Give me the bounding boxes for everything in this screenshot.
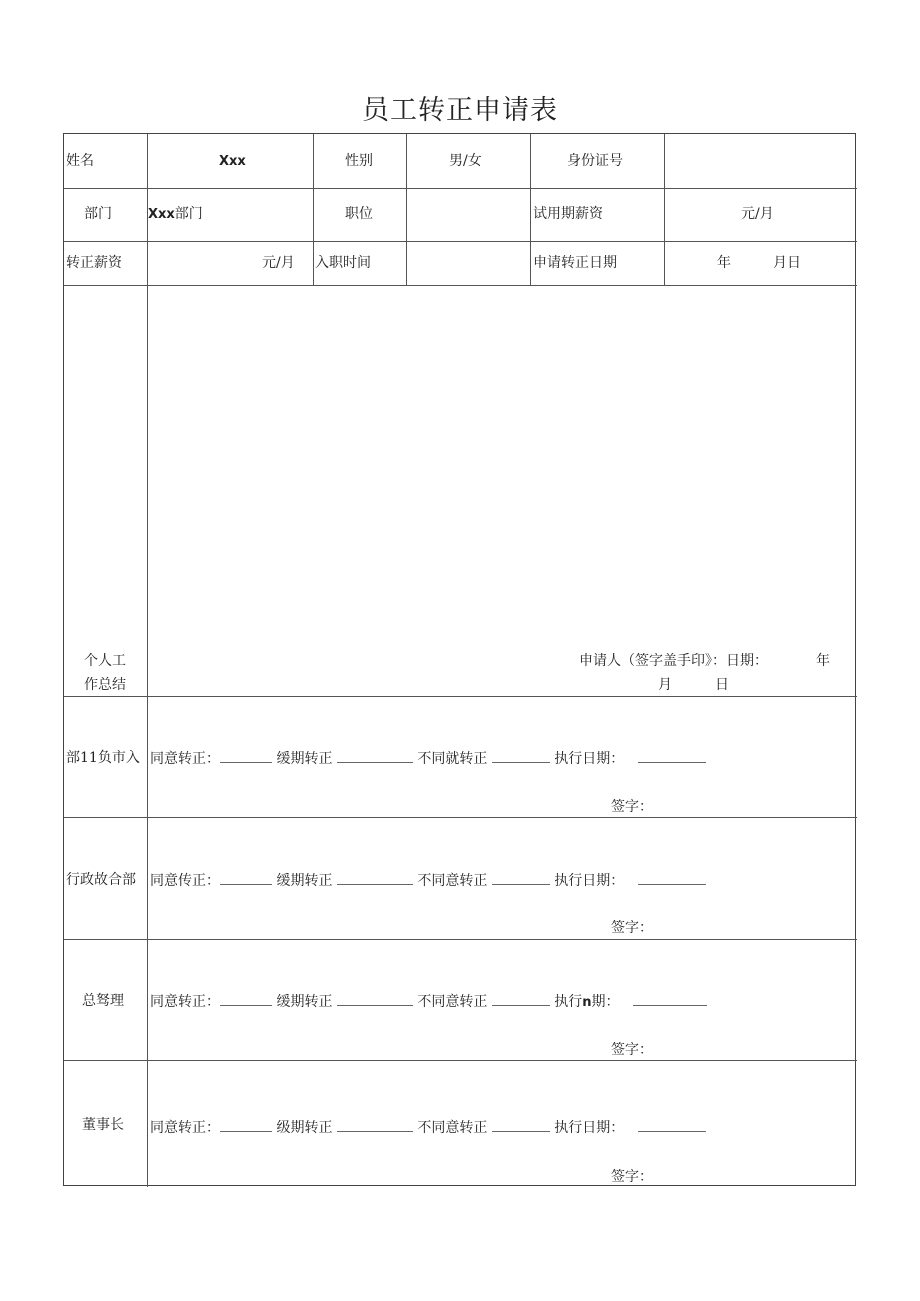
agree-option[interactable]: 同意转正：: [150, 994, 220, 1010]
approval-options-general-manager: [150, 993, 707, 1011]
applicant-date-day[interactable]: 日: [715, 677, 729, 693]
admin-signature[interactable]: 签字：: [611, 920, 653, 936]
agree-option[interactable]: 同意转正：: [150, 1120, 220, 1136]
reject-blank[interactable]: [492, 750, 550, 763]
grid-line: [64, 1060, 857, 1061]
reject-option[interactable]: 不同意转正: [417, 1120, 488, 1136]
agree-blank[interactable]: [220, 872, 272, 885]
gender-value[interactable]: 男/女: [449, 153, 482, 169]
exec-date-blank[interactable]: [638, 1119, 706, 1132]
grid-line: [64, 241, 857, 242]
exec-date-blank[interactable]: [633, 993, 707, 1006]
id-number-label: 身份证号: [567, 153, 623, 169]
reject-option[interactable]: 不同就转正: [417, 751, 488, 767]
exec-date-label: 执行日期：: [554, 751, 625, 767]
reject-option[interactable]: 不同意转正: [417, 873, 488, 889]
agree-blank[interactable]: [220, 750, 272, 763]
exec-date-suffix: 期：: [591, 994, 620, 1010]
reject-blank[interactable]: [492, 872, 550, 885]
department-value[interactable]: [148, 206, 203, 223]
gender-label: 性别: [345, 153, 373, 169]
applicant-signature-label: 申请人（签字盖手印》：日期：: [579, 653, 768, 669]
grid-line: [530, 134, 531, 285]
approval-options-dept-head: [150, 750, 706, 768]
defer-option[interactable]: 级期转正: [276, 1120, 333, 1136]
grid-line: [406, 134, 407, 285]
agree-option[interactable]: 同意传正：: [150, 873, 220, 889]
hire-date-label: 入职时间: [315, 255, 371, 271]
grid-line: [64, 817, 857, 818]
summary-label-line1: 个人工: [84, 653, 126, 669]
apply-date-label: 申请转正日期: [533, 255, 617, 271]
agree-blank[interactable]: [220, 1119, 272, 1132]
grid-line: [64, 696, 857, 697]
applicant-date-month[interactable]: 月: [658, 677, 672, 693]
approval-options-admin: [150, 872, 706, 890]
reject-option[interactable]: 不同意转正: [417, 994, 488, 1010]
grid-line: [64, 285, 857, 286]
exec-date-label: 执行: [554, 994, 583, 1010]
grid-line: [664, 134, 665, 285]
exec-date-mark: n: [582, 995, 592, 1010]
apply-date-monthday[interactable]: 月日: [773, 255, 801, 271]
name-label: 姓名: [66, 153, 94, 169]
regular-salary-label: 转正薪资: [66, 255, 122, 271]
defer-blank[interactable]: [337, 993, 413, 1006]
general-manager-signature[interactable]: 签字：: [611, 1042, 653, 1058]
defer-option[interactable]: 缓期转正: [276, 873, 333, 889]
summary-label-line2: 作总结: [84, 677, 126, 693]
approval-options-chairman: [150, 1119, 706, 1137]
grid-line: [313, 134, 314, 285]
grid-line: [147, 134, 148, 1187]
exec-date-blank[interactable]: [638, 872, 706, 885]
department-label: 部门: [84, 206, 112, 222]
exec-date-blank[interactable]: [638, 750, 706, 763]
trial-salary-label: 试用期薪资: [533, 206, 603, 222]
position-label: 职位: [345, 206, 373, 222]
department-value-suffix: 部门: [174, 206, 203, 222]
defer-option[interactable]: 缓期转正: [276, 994, 333, 1010]
form-title: 员工转正申请表: [362, 95, 558, 126]
chairman-signature[interactable]: 签字：: [611, 1169, 653, 1185]
approval-label-general-manager: 总驽理: [82, 993, 124, 1009]
agree-option[interactable]: 同意转正：: [150, 751, 220, 767]
apply-date-year[interactable]: 年: [717, 255, 731, 271]
defer-option[interactable]: 缓期转正: [276, 751, 333, 767]
dept-head-signature[interactable]: 签字：: [611, 799, 653, 815]
defer-blank[interactable]: [337, 872, 413, 885]
trial-salary-field[interactable]: 元/月: [741, 206, 774, 222]
exec-date-label: 执行日期：: [554, 873, 625, 889]
reject-blank[interactable]: [492, 993, 550, 1006]
defer-blank[interactable]: [337, 1119, 413, 1132]
approval-label-admin: 行政故合部: [66, 872, 136, 888]
application-form-table: [63, 133, 856, 1186]
applicant-date-year[interactable]: 年: [816, 653, 830, 669]
name-value[interactable]: Xxx: [219, 154, 246, 169]
grid-line: [64, 188, 857, 189]
approval-label-chairman: 董事长: [82, 1117, 124, 1133]
department-value-name: Xxx: [148, 207, 175, 222]
agree-blank[interactable]: [220, 993, 272, 1006]
defer-blank[interactable]: [337, 750, 413, 763]
reject-blank[interactable]: [492, 1119, 550, 1132]
approval-label-dept-head: 部11负市入: [66, 750, 140, 766]
regular-salary-field[interactable]: 元/月: [262, 255, 295, 271]
grid-line: [64, 939, 857, 940]
exec-date-label: 执行日期：: [554, 1120, 625, 1136]
